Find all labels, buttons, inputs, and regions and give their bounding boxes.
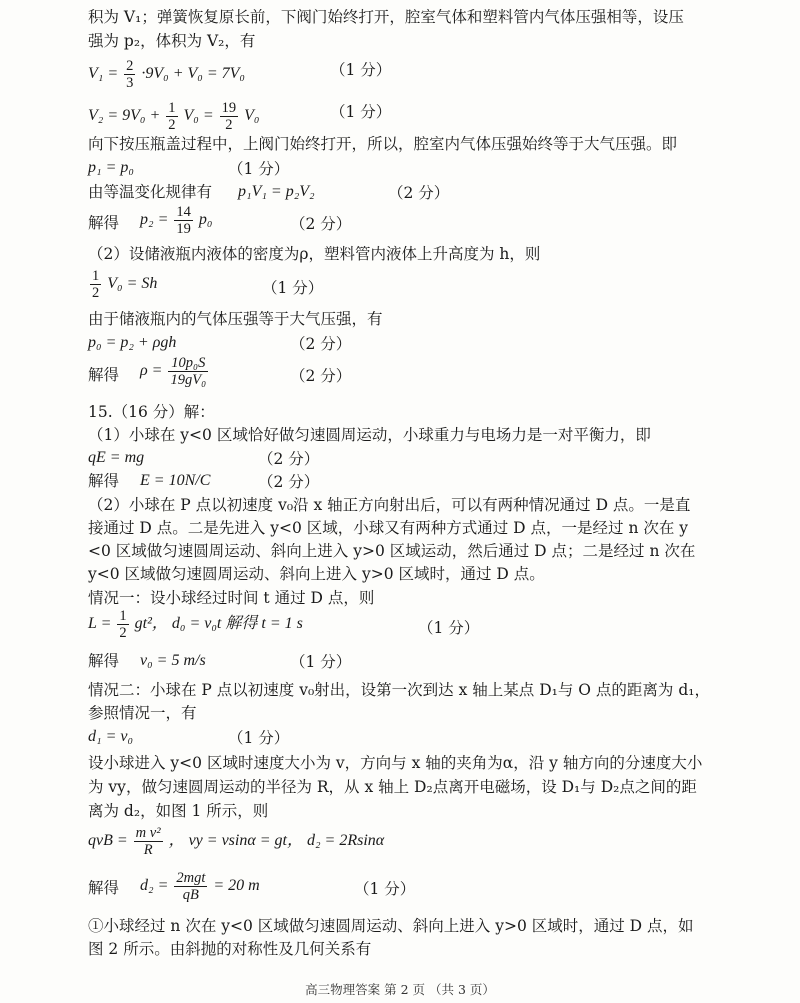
equation-qe: qE = mg — [88, 449, 145, 466]
text-line: （1）小球在 y<0 区域恰好做匀速圆周运动，小球重力与电场力是一对平衡力，即 — [88, 426, 651, 444]
score-label: （1 分） — [330, 103, 392, 121]
equation-rho: ρ = $\frac{\text{10p₀S}}{\text{19gV₀}}$ — [140, 355, 207, 388]
equation-p0: p₀ = p₂ + ρgh — [88, 334, 177, 351]
text-line: （2）设储液瓶内液体的密度为ρ，塑料管内液体上升高度为 h，则 — [88, 245, 541, 263]
text-line: <0 区域做匀速圆周运动、斜向上进入 y>0 区域运动，然后通过 D 点；二是经过 n 次在 — [88, 542, 696, 560]
score-label: （2 分） — [388, 184, 450, 202]
text-line: （2）小球在 P 点以初速度 v₀沿 x 轴正方向射出后，可以有两种情况通过 D 点。一是直 — [88, 496, 691, 514]
score-label: （1 分） — [418, 619, 480, 637]
solve-label: 解得 — [88, 652, 120, 670]
equation-v1: V₁ = $\frac{2}{3}$ ·9V₀ + V₀ = 7V₀ — [88, 58, 245, 91]
score-label: （2 分） — [290, 367, 352, 385]
solve-label: 解得 — [88, 214, 120, 232]
score-label: （2 分） — [290, 335, 352, 353]
equation-isothermal: p₁V₁ = p₂V₂ — [238, 183, 315, 200]
text-line: 设小球进入 y<0 区域时速度大小为 v，方向与 x 轴的夹角为α，沿 y 轴方向的分速度大小 — [88, 754, 703, 772]
equation-e: E = 10N/C — [140, 472, 211, 489]
text-line: 接通过 D 点。二是先进入 y<0 区域，小球又有两种方式通过 D 点，一是经过 n 次在 y — [88, 519, 689, 537]
text-line: 向下按压瓶盖过程中，上阀门始终打开，所以，腔室内气体压强始终等于大气压强。即 — [88, 135, 678, 153]
solve-label: 解得 — [88, 366, 120, 384]
text-line: 参照情况一，有 — [88, 704, 197, 722]
equation-l: L = $\frac{1}{2}$ gt²， d₀ = v₀t 解得 t = 1 s — [88, 608, 303, 641]
score-label: （1 分） — [290, 653, 352, 671]
text-line: 图 2 所示。由斜抛的对称性及几何关系有 — [88, 940, 372, 958]
page-footer: 高三物理答案 第 2 页 （共 3 页） — [305, 982, 495, 997]
score-label: （1 分） — [228, 729, 290, 747]
equation-d1: d₁ = v₀ — [88, 728, 134, 745]
score-label: （1 分） — [330, 61, 392, 79]
equation-p1: p₁ = p₀ — [88, 159, 134, 176]
score-label: （2 分） — [258, 450, 320, 468]
equation-d2: d₂ = $\frac{\text{2mgt}}{qB}$ = 20 m — [140, 870, 260, 903]
score-label: （2 分） — [258, 473, 320, 491]
text-line: 情况二：小球在 P 点以初速度 v₀射出，设第一次到达 x 轴上某点 D₁与 O 点的距离为 d₁， — [88, 681, 710, 699]
score-label: （1 分） — [354, 880, 416, 898]
text-line: 离为 d₂，如图 1 所示，则 — [88, 802, 269, 820]
text-line: 情况一：设小球经过时间 t 通过 D 点，则 — [88, 589, 375, 607]
score-label: （1 分） — [228, 160, 290, 178]
equation-qvb: qvB = $\frac{\text{m v²}}{R}$ ， vy = vsinα = gt， d₂ = 2Rsinα — [88, 825, 385, 858]
text-line: y<0 区域做匀速圆周运动、斜向上进入 y>0 区域时，通过 D 点。 — [88, 565, 545, 583]
text-line: 强为 p₂，体积为 V₂，有 — [88, 32, 256, 50]
equation-sh: $\frac{1}{2}$ V₀ = Sh — [92, 268, 158, 301]
text-line: 积为 V₁；弹簧恢复原长前，下阀门始终打开，腔室气体和塑料管内气体压强相等，设压 — [88, 8, 684, 26]
equation-v2: V₂ = 9V₀ + $\frac{1}{2}$ V₀ = $\frac{19}{2}$ V₀ — [88, 100, 260, 133]
equation-p2: p₂ = $\frac{14}{19}$ p₀ — [140, 204, 213, 237]
solve-label: 解得 — [88, 879, 120, 897]
score-label: （1 分） — [262, 279, 324, 297]
text-line: 由于储液瓶内的气体压强等于大气压强，有 — [88, 310, 383, 328]
equation-v0: v₀ = 5 m/s — [140, 652, 206, 669]
solve-label: 解得 — [88, 472, 120, 490]
score-label: （2 分） — [290, 215, 352, 233]
text-line: ①小球经过 n 次在 y<0 区域做匀速圆周运动、斜向上进入 y>0 区域时，通过 D 点，如 — [88, 917, 694, 935]
question-heading: 15.（16 分）解： — [88, 403, 215, 421]
text-line: 为 vy，做匀速圆周运动的半径为 R，从 x 轴上 D₂点离开电磁场，设 D₁与 D₂点之间的距 — [88, 778, 697, 796]
text-line: 由等温变化规律有 — [88, 183, 213, 201]
